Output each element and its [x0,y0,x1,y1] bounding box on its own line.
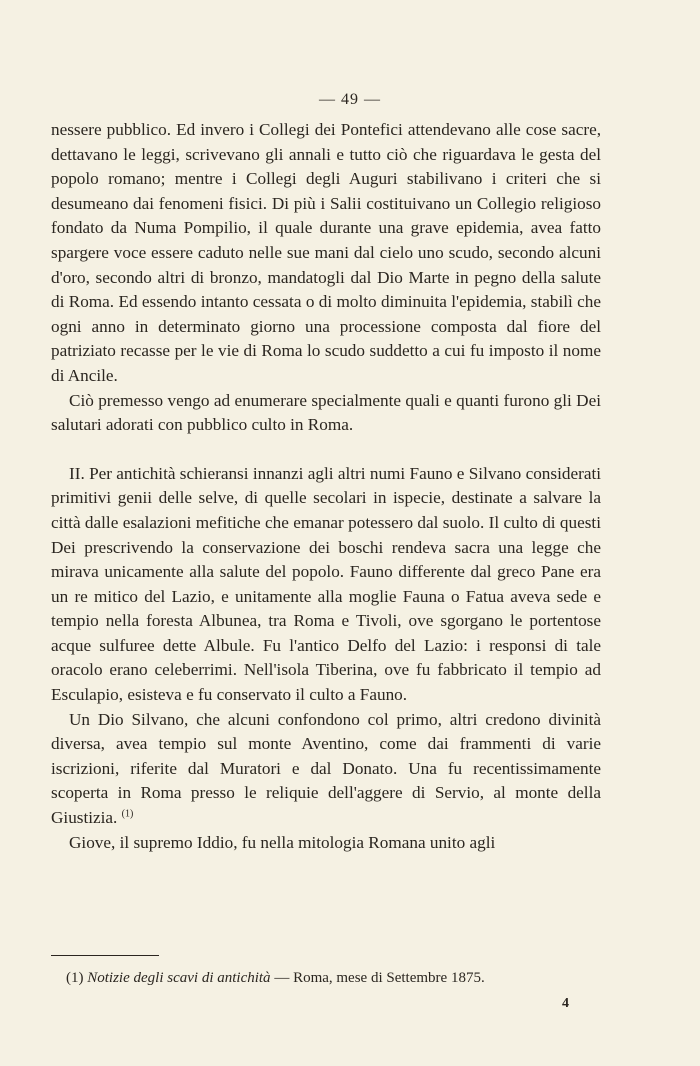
footnote-marker: (1) [66,970,84,986]
paragraph [51,708,601,831]
footnote-title: Notizie degli scavi di antichità [87,970,271,986]
body-text [51,118,601,855]
paragraph: nessere pubblico. Ed invero i Collegi dei Pontefici attendevano alle cose sacre, dettavano le leggi, scrivevano gli annali e tutto ciò che riguardava le gesta del popolo romano; mentre i Collegi degli Auguri stabilivano i criteri che si desumeano dai fenomeni fisici. Di più i Salii costituivano un Collegio religioso fondato da Numa Pompilio, il quale durante una grave epidemia, avea fatto spargere voce essere caduto nelle sue mani dal cielo uno scudo, secondo alcuni d'oro, secondo altri di bronzo, mandatogli dal Dio Marte in pegno della salute di Roma. Ed essendo intanto cessata o di molto diminuita l'epidemia, stabilì che ogni anno in determinato giorno una processione composta dal fiore del patriziato recasse per le vie di Roma lo scudo suddetto a cui fu imposto il nome di Ancile. [51,120,601,385]
paragraph: Giove, il supremo Iddio, fu nella mitologia Romana unito agli [69,832,496,852]
signature-mark: 4 [562,996,569,1011]
footnote-text: — Roma, mese di Settembre 1875. [274,970,485,986]
section-gap [51,438,601,462]
paragraph: Ciò premesso vengo ad enumerare specialmente quali e quanti furono gli Dei salutari adorati con pubblico culto in Roma. [51,390,601,435]
footnote-reference[interactable]: (1) [121,808,134,820]
footnote [66,968,606,988]
section-paragraph: II. Per antichità schieransi innanzi agli altri numi Fauno e Silvano considerati primitivi genii delle selve, di quelle secolari in ispecie, destinate a salvare la città dalle esalazioni mefitiche che emanar potessero dal suolo. Il culto di questi Dei prescrivendo la conservazione dei boschi rendeva sacra una legge che mirava unicamente alla salute del popolo. Fauno differente dal greco Pane era un re mitico del Lazio, e unitamente alla moglie Fauna o Fatua aveva sede e tempio nella foresta Albunea, tra Roma e Tivoli, ove sgorgano le portentose acque sulfuree dette Albule. Fu l'antico Delfo del Lazio: i responsi di tale oracolo erano celeberrimi. Nell'isola Tiberina, ove fu fabbricato il tempio ad Esculapio, esisteva e fu conservato il culto a Fauno. [51,463,601,705]
footnote-divider [51,955,159,956]
paragraph-text: Un Dio Silvano, che alcuni confondono col primo, altri credono divinità diversa, avea tempio sul monte Aventino, come dai frammenti di varie iscrizioni, riferite dal Muratori e dal Donato. Una fu recentissimamente scoperta in Roma presso le reliquie dell'aggere di Servio, al monte della Giustizia. [51,709,601,828]
page-number: — 49 — [319,91,381,108]
